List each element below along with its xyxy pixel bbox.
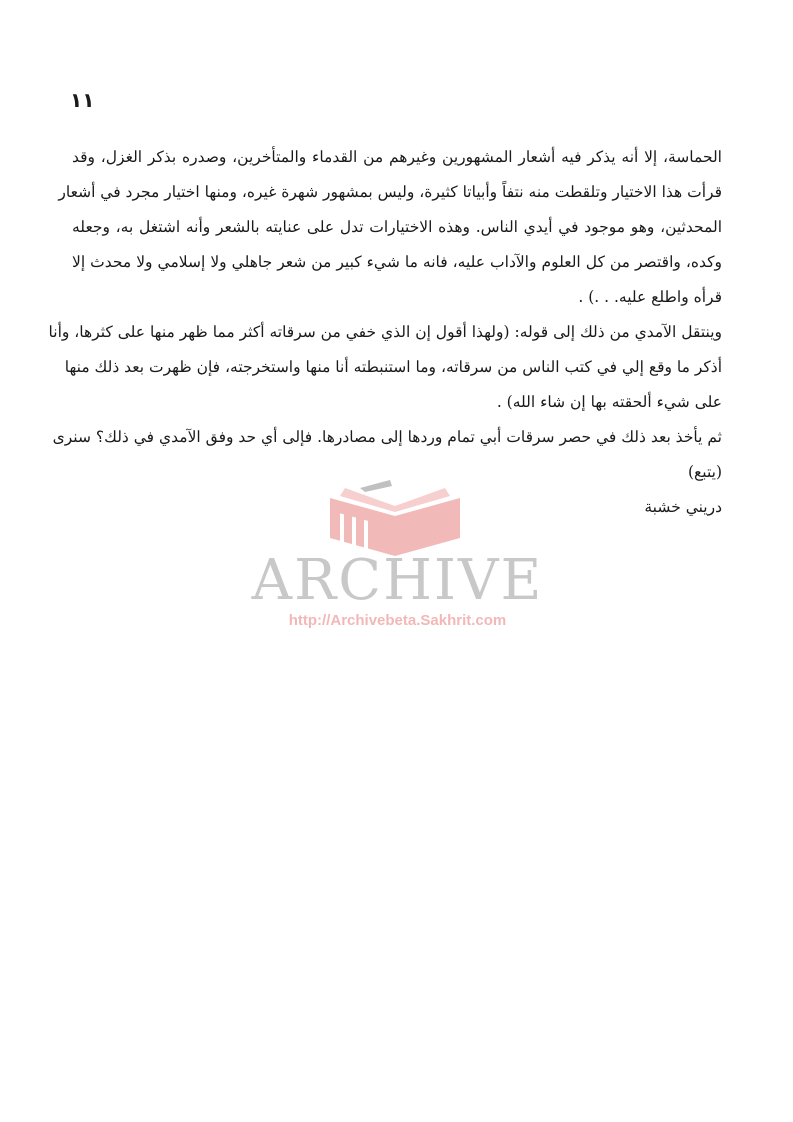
body-line: وكده، واقتصر من كل العلوم والآداب عليه، فانه ما شيء كبير من شعر جاهلي ولا إسلامي ولا محدث إلا [72, 253, 722, 271]
page-number: ١١ [70, 88, 95, 112]
open-book-icon [320, 478, 470, 558]
article-body [48, 140, 722, 525]
continued-note: (يتبع) [687, 463, 722, 481]
body-line: الحماسة، إلا أنه يذكر فيه أشعار المشهورين وغيرهم من القدماء والمتأخرين، وصدره بذكر الغزل، وقد [72, 148, 722, 166]
body-line: قرأت هذا الاختيار وتلقطت منه نتفاً وأبياتا كثيرة، وليس بمشهور شهرة غيره، ومنها اختيار مجرد في أشعار [58, 183, 722, 201]
body-line: على شيء ألحقته بها إن شاء الله) . [496, 393, 722, 411]
body-line: ثم يأخذ بعد ذلك في حصر سرقات أبي تمام وردها إلى مصادرها. فإلى أي حد وفق الآمدي في ذلك؟ سنرى [52, 428, 722, 446]
watermark-url: http://Archivebeta.Sakhrit.com [288, 612, 507, 629]
body-line: وينتقل الآمدي من ذلك إلى قوله: (ولهذا أقول إن الذي خفي من سرقاته أكثر مما ظهر منها على كثرها، وأنا [48, 323, 722, 341]
body-line: المحدثين، وهو موجود في أيدي الناس. وهذه الاختيارات تدل على عنايته بالشعر وأنه اشتغل به، وجعله [72, 218, 722, 236]
body-line: أذكر ما وقع إلي في كتب الناس من سرقاته، وما استنبطته أنا منها واستخرجته، فإن ظهرت بعد ذلك منها [64, 358, 722, 376]
archive-watermark [250, 478, 545, 638]
body-line: قرأه واطلع عليه. . .) . [578, 288, 722, 306]
watermark-text: ARCHIVE [251, 548, 544, 613]
author-signature: دريني خشبة [644, 498, 722, 516]
